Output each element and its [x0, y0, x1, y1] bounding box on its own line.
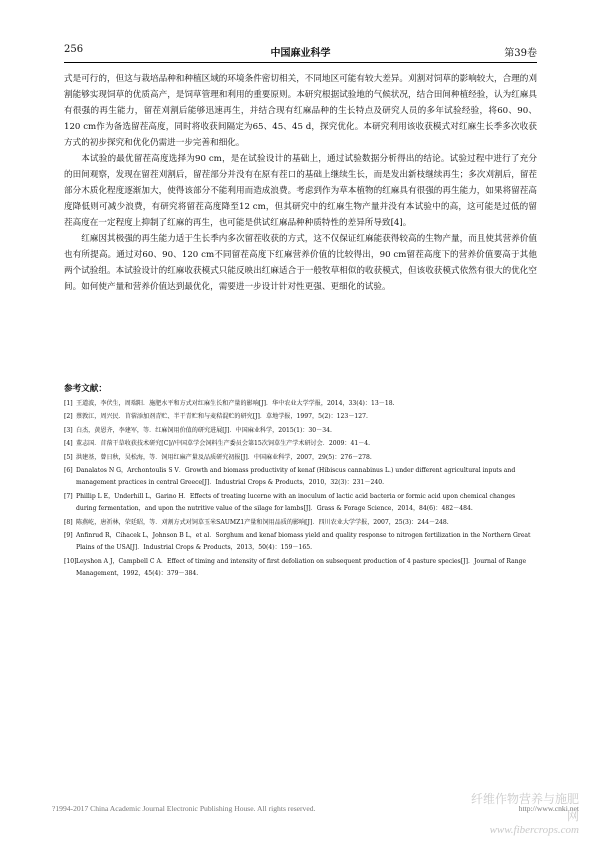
copyright-notice: ?1994-2017 China Academic Journal Electronic Publishing House. All rights reserved. [52, 804, 316, 813]
reference-number: [3] [64, 426, 73, 434]
reference-text: 蔡敦江，周兴民．苜蓿添加剂青贮、半干青贮和与麦秸混贮的研究[J]．草地学报，1997，5(2)：123－127. [76, 413, 368, 421]
reference-item [64, 452, 537, 464]
reference-text: Danalatos N G，Archontoulis S V．Growth and biomass productivity of kenaf (Hibiscus cannabinus L.) under different agricultural inputs and management practices in central Greece[J]．Industrial Crops & Products，2010，32(3)：231－240. [76, 467, 516, 487]
journal-name: 中国麻业科学 [270, 48, 331, 59]
reference-item [64, 411, 537, 423]
watermark-text-en: www.fibercrops.com [489, 824, 579, 836]
reference-text: 洪建基，曾日秋，吴松海，等．饲用红麻产量及品质研究初报[J]．中国麻业科学，2007，29(5)：276－278. [76, 453, 372, 461]
reference-number: [2] [64, 413, 73, 421]
references-section [64, 382, 537, 582]
reference-number: [6] [64, 467, 73, 475]
reference-number: [4] [64, 440, 73, 448]
reference-item [64, 530, 537, 555]
header-rule [64, 62, 537, 63]
paragraph-1: 式是可行的，但这与栽培品种和种植区域的环境条件密切相关，不同地区可能有较大差异。刈割对饲草的影响较大，合理的刈割能够实现饲草的优质高产，是饲草管理和利用的重要原则。本研究根据试验地的气候状况，结合田间种植经验，认为红麻具有很强的再生能力，留茬刈割后能够迅速再生，并结合现有红麻品种的生长特点及研究人员的多年试验经验，将60、90、120 cm作为备选留茬高度，同时将收获间隔定为65、45、45 d，探究优化。本研究利用该收获模式对红麻生长季多次收获方式的初步探究和优化仍需进一步完善和细化。 [64, 74, 537, 148]
reference-item [64, 398, 537, 410]
body-text [64, 71, 537, 295]
reference-item [64, 465, 537, 490]
references-title: 参考文献： [64, 384, 107, 394]
reference-text: Leyshon A J，Campbell C A．Effect of timing and intensity of first defoliation on subsequent production of 4 pasture species[J]．Journal of Range Management，1992，45(4)：379－384. [76, 557, 527, 578]
watermark-text-zh: 纤维作物营养与施肥网 [470, 792, 579, 823]
paragraph-2: 本试验的最优留茬高度选择为90 cm，是在试验设计的基础上，通过试验数据分析得出的结论。试验过程中进行了充分的田间观察，发现在留茬刈割后，留茬部分并没有在原有茬口的基础上继续生长，而是发出新枝继续再生；多次刈割后，留茬部分木质化程度逐渐加大，使得该部分不能利用而造成浪费。考虑到作为草本植物的红麻具有很强的再生能力，如果将留茬高度降低则可减少浪费，有研究将留茬高度降至12 cm，但其研究中的红麻生物产量并没有本试验中的高，这可能是过低的留茬高度在一定程度上抑制了红麻的再生，也可能是供试红麻品种种质特性的差异所导致[4]。 [64, 154, 537, 228]
reference-item [64, 438, 537, 450]
page-number: 256 [64, 44, 84, 55]
reference-item [64, 556, 537, 581]
reference-text: Phillip L E，Underhill L，Garino H．Effects of treating lucerne with an inoculum of lactic acid bacteria or formic acid upon chemical changes during fermentation，and upon the nutritive value of the silage for lambs[J]．Grass & Forage Science，2014，84(6)：482－484. [76, 492, 516, 513]
reference-number: [7] [64, 492, 73, 500]
reference-number: [1] [64, 400, 73, 407]
reference-text: Anfinrud R，Cihacek L，Johnson B L，et al．Sorghum and kenaf biomass yield and quality response to nitrogen fertilization in the Northern Great Plains of the USA[J]．Industrial Crops & Products，2013，50(4)：159－165. [76, 532, 531, 552]
watermark [467, 790, 579, 836]
reference-item [64, 517, 537, 529]
reference-item [64, 425, 537, 437]
reference-text: 王道波，李伏生，周瑞阳．施肥水平和方式对红麻生长和产量的影响[J]．华中农业大学学报，2014，33(4)：13－18. [76, 400, 395, 407]
reference-number: [8] [64, 518, 73, 526]
reference-number: [10] [64, 557, 77, 565]
reference-item [64, 491, 537, 516]
volume-label: 第39卷 [504, 48, 537, 59]
reference-text: 白杰，黄恩齐，李建军，等．红麻饲用价值的研究进展[J]．中国麻业科学，2015(1)：30－34. [76, 426, 332, 434]
reference-number: [9] [64, 532, 73, 540]
reference-number: [5] [64, 453, 73, 461]
running-header [64, 44, 537, 58]
paragraph-3: 红麻因其极强的再生能力适于生长季内多次留茬收获的方式，这不仅保证红麻能获得较高的生物产量，而且使其营养价值也有所提高。通过对60、90、120 cm不同留茬高度下红麻营养价值的比较得出，90 cm留茬高度下的营养价值要高于其他两个试验组。本试验设计的红麻收获模式只能反映出红麻适合于一般牧草相似的收获模式，但该收获模式依然有很大的优化空间。如何使产量和营养价值达到最优化，需要进一步设计针对性更强、更细化的试验。 [64, 234, 537, 292]
reference-text: 董志国．苜蓿干草收获技术研究[C]//中国草学会饲料生产委员会第15次饲草生产学术研讨会．2009：41－4. [76, 440, 371, 448]
footer-url[interactable]: http://www.cnki.net [518, 804, 579, 813]
reference-text: 陈燕屹，唐祈林，荣廷昭，等．刈割方式对饲草玉米SAUMZ1产量和饲用品质的影响[J]．四川农业大学学报，2007，25(3)：244－248. [76, 518, 449, 526]
